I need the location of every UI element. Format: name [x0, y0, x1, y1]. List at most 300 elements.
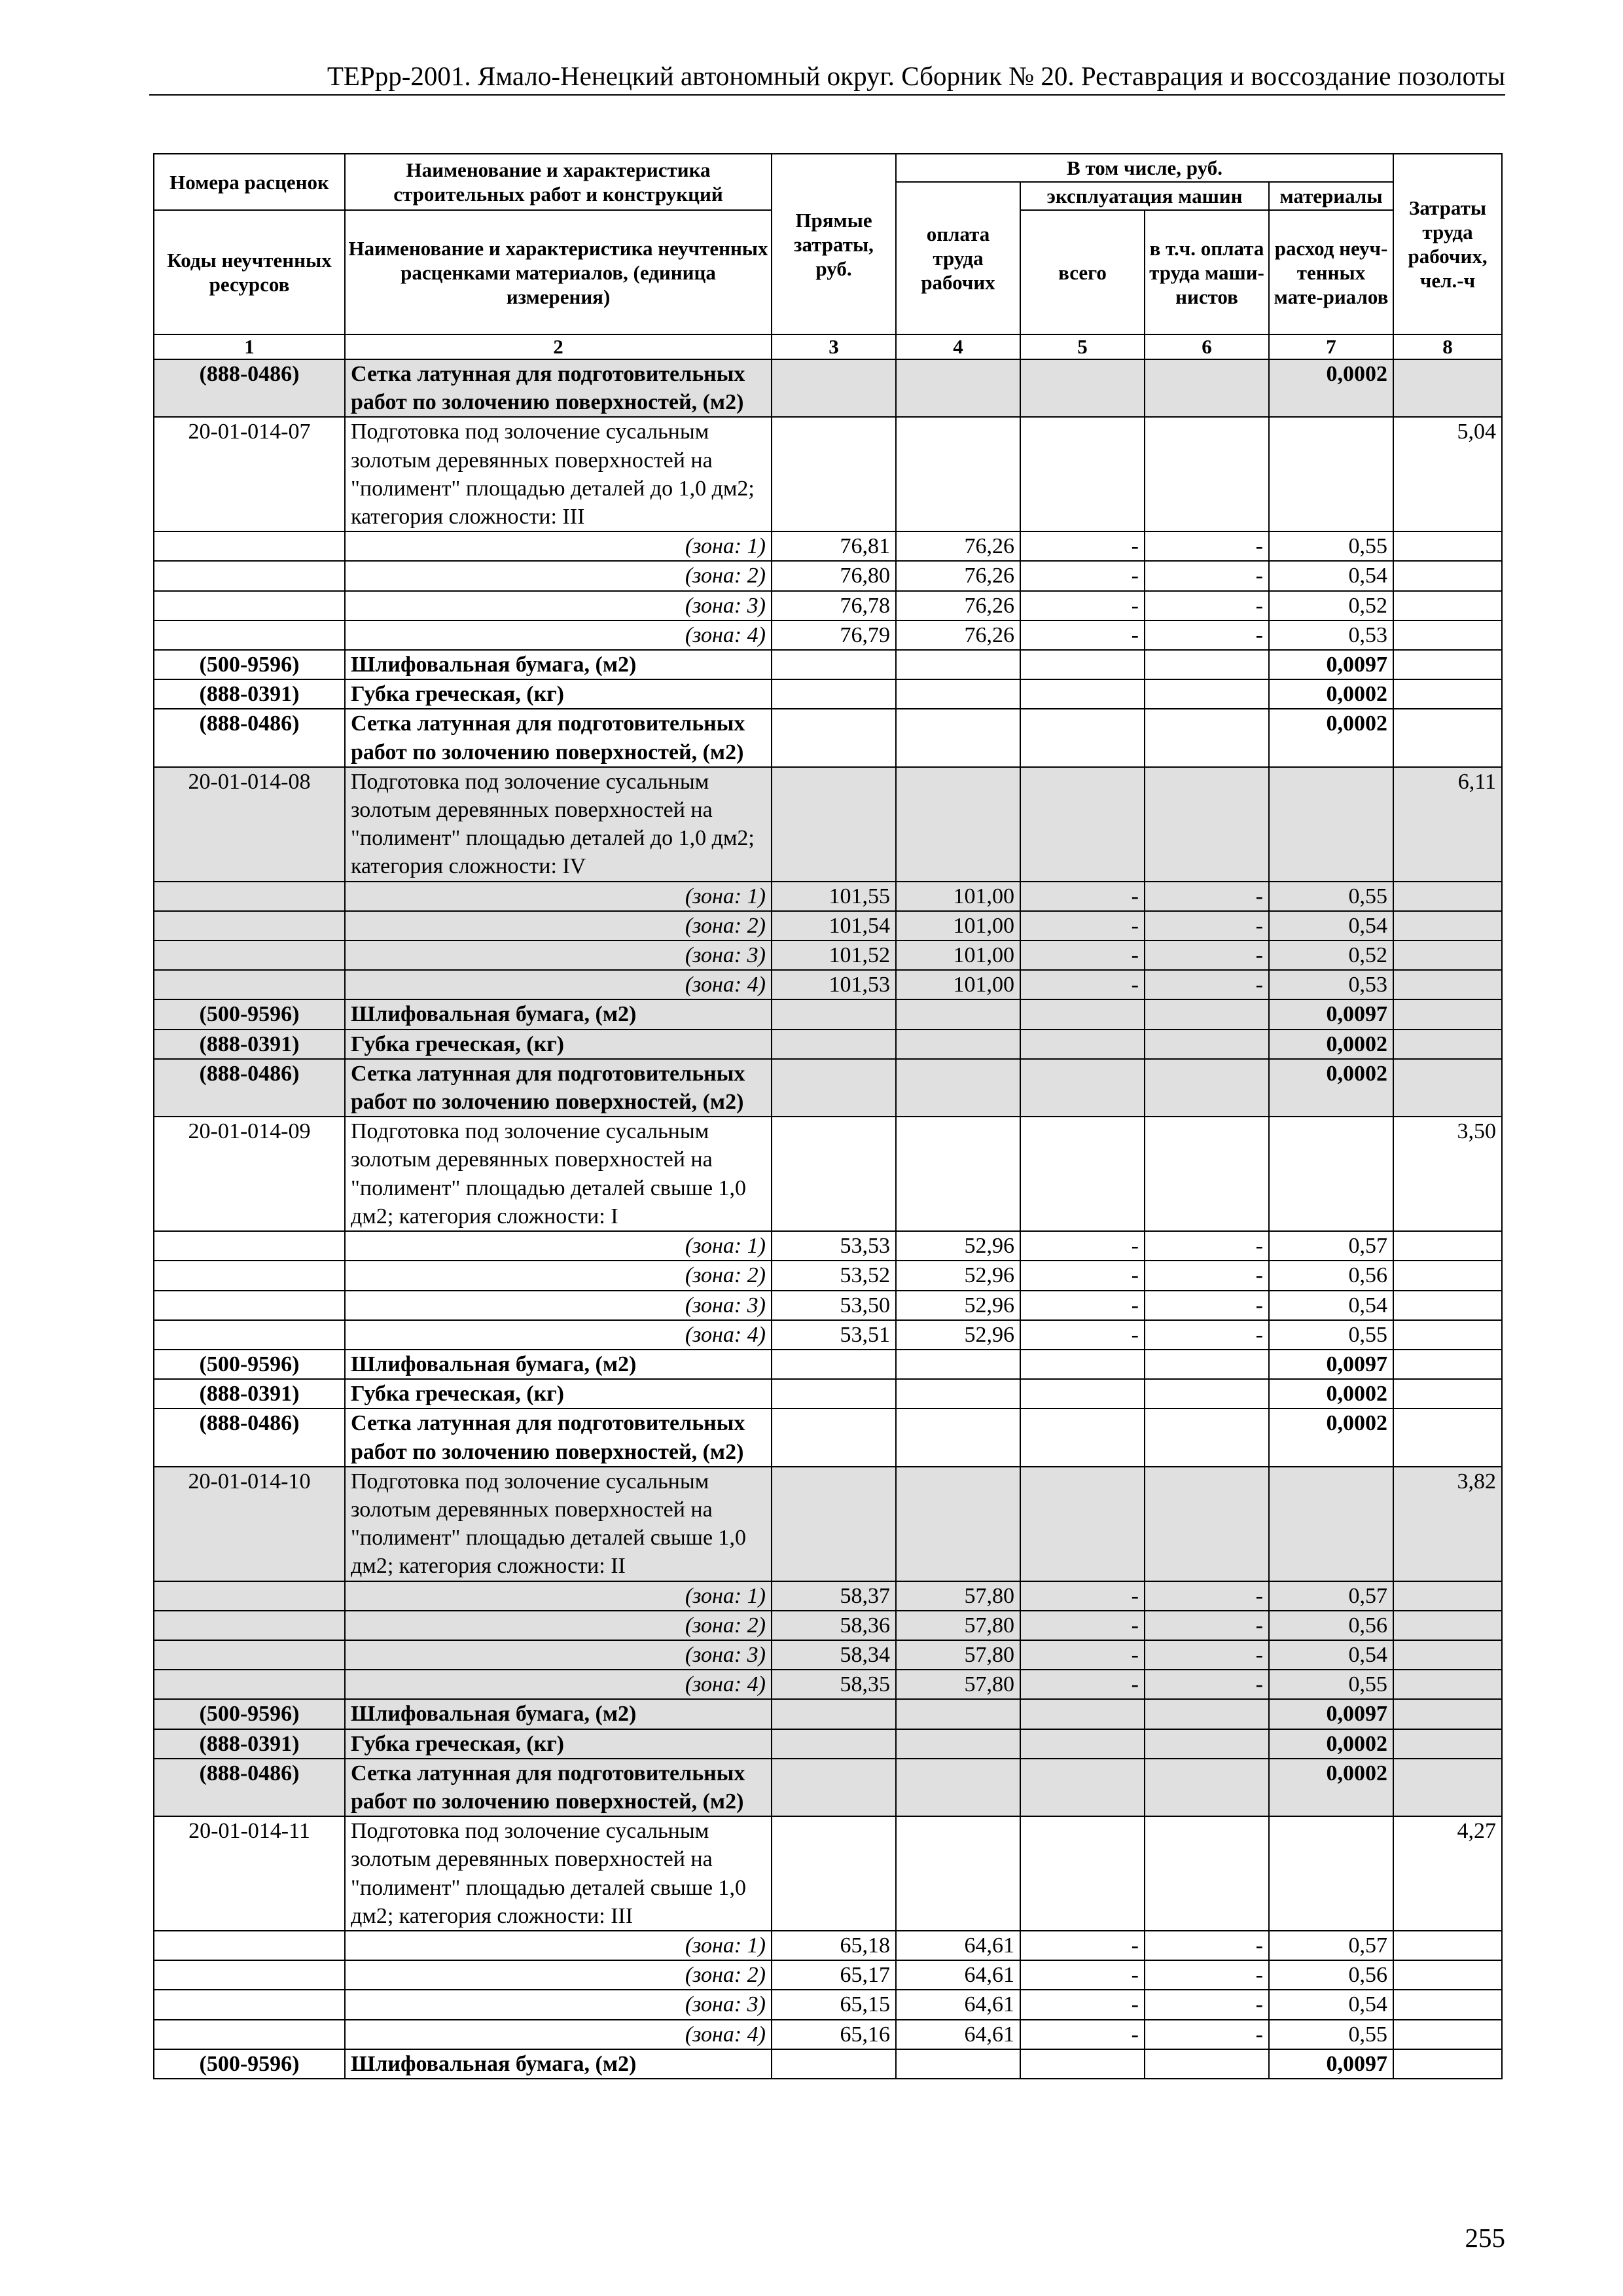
name-cell: (зона: 1) — [345, 1231, 772, 1261]
labor-pay-cell — [896, 417, 1020, 531]
table-row — [154, 1670, 1502, 1699]
machines-total-cell: - — [1020, 620, 1145, 650]
direct-cost-cell — [772, 1816, 896, 1931]
machinist-pay-cell — [1145, 679, 1269, 709]
direct-cost-cell — [772, 650, 896, 679]
table-row — [154, 1350, 1502, 1379]
machinist-pay-cell — [1145, 709, 1269, 766]
labor-pay-cell — [896, 1030, 1020, 1059]
name-cell: (зона: 3) — [345, 1291, 772, 1320]
direct-cost-cell — [772, 1030, 896, 1059]
labor-hours-cell — [1393, 941, 1502, 970]
header-including: В том числе, руб. — [896, 154, 1393, 182]
name-cell: (зона: 4) — [345, 1670, 772, 1699]
name-cell: (зона: 3) — [345, 1990, 772, 2019]
table-row — [154, 1759, 1502, 1816]
material-cell: 0,55 — [1269, 531, 1393, 561]
material-cell: 0,54 — [1269, 911, 1393, 941]
direct-cost-cell — [772, 1059, 896, 1117]
direct-cost-cell: 101,52 — [772, 941, 896, 970]
machinist-pay-cell — [1145, 2049, 1269, 2079]
labor-hours-cell — [1393, 1291, 1502, 1320]
material-cell: 0,0002 — [1269, 1759, 1393, 1816]
machines-total-cell — [1020, 1030, 1145, 1059]
labor-hours-cell — [1393, 531, 1502, 561]
name-cell: (зона: 4) — [345, 2020, 772, 2049]
direct-cost-cell: 53,53 — [772, 1231, 896, 1261]
labor-hours-cell: 6,11 — [1393, 767, 1502, 882]
table-row — [154, 531, 1502, 561]
machines-total-cell: - — [1020, 1640, 1145, 1670]
machines-total-cell: - — [1020, 882, 1145, 911]
material-cell: 0,56 — [1269, 1960, 1393, 1990]
machinist-pay-cell: - — [1145, 1581, 1269, 1611]
name-cell: Шлифовальная бумага, (м2) — [345, 650, 772, 679]
material-cell: 0,0002 — [1269, 1408, 1393, 1466]
labor-pay-cell: 52,96 — [896, 1231, 1020, 1261]
header-machinist-pay: в т.ч. оплата труда маши-нистов — [1145, 210, 1269, 334]
material-cell: 0,52 — [1269, 941, 1393, 970]
code-cell — [154, 620, 345, 650]
table-row — [154, 417, 1502, 531]
machines-total-cell: - — [1020, 1231, 1145, 1261]
name-cell: Шлифовальная бумага, (м2) — [345, 1699, 772, 1729]
code-cell: 20-01-014-10 — [154, 1467, 345, 1581]
code-cell — [154, 1611, 345, 1640]
material-cell: 0,0002 — [1269, 709, 1393, 766]
labor-pay-cell — [896, 999, 1020, 1029]
labor-hours-cell — [1393, 679, 1502, 709]
labor-hours-cell: 3,82 — [1393, 1467, 1502, 1581]
header-labor-pay: оплата труда рабочих — [896, 182, 1020, 334]
code-cell: 20-01-014-07 — [154, 417, 345, 531]
labor-hours-cell — [1393, 1408, 1502, 1466]
column-number: 6 — [1145, 334, 1269, 359]
name-cell: (зона: 3) — [345, 591, 772, 620]
material-cell: 0,0002 — [1269, 1729, 1393, 1759]
machines-total-cell: - — [1020, 591, 1145, 620]
material-cell: 0,53 — [1269, 970, 1393, 999]
machines-total-cell: - — [1020, 1990, 1145, 2019]
material-cell — [1269, 1467, 1393, 1581]
code-cell: 20-01-014-09 — [154, 1117, 345, 1231]
labor-pay-cell — [896, 1408, 1020, 1466]
machinist-pay-cell: - — [1145, 970, 1269, 999]
direct-cost-cell: 65,17 — [772, 1960, 896, 1990]
labor-hours-cell — [1393, 1990, 1502, 2019]
direct-cost-cell — [772, 1350, 896, 1379]
material-cell: 0,57 — [1269, 1931, 1393, 1960]
labor-pay-cell — [896, 1467, 1020, 1581]
machines-total-cell — [1020, 1816, 1145, 1931]
direct-cost-cell: 101,53 — [772, 970, 896, 999]
code-cell — [154, 1670, 345, 1699]
rates-table — [153, 153, 1503, 2079]
table-row — [154, 1261, 1502, 1290]
machines-total-cell — [1020, 2049, 1145, 2079]
code-cell — [154, 1640, 345, 1670]
machines-total-cell — [1020, 1699, 1145, 1729]
table-row — [154, 1816, 1502, 1931]
labor-hours-cell — [1393, 561, 1502, 590]
labor-hours-cell — [1393, 1611, 1502, 1640]
machinist-pay-cell: - — [1145, 620, 1269, 650]
labor-hours-cell — [1393, 999, 1502, 1029]
machines-total-cell — [1020, 1117, 1145, 1231]
machinist-pay-cell: - — [1145, 1640, 1269, 1670]
code-cell — [154, 882, 345, 911]
machines-total-cell: - — [1020, 1320, 1145, 1350]
table-body — [154, 359, 1502, 2079]
material-cell: 0,0002 — [1269, 1059, 1393, 1117]
header-materials: материалы — [1269, 182, 1393, 210]
table-row — [154, 1699, 1502, 1729]
labor-hours-cell — [1393, 882, 1502, 911]
header-unaccounted-materials: Наименование и характеристика неучтенных расценками материалов, (единица измерения) — [345, 210, 772, 334]
page-header: ТЕРрр-2001. Ямало-Ненецкий автономный округ. Сборник № 20. Реставрация и воссоздание позолоты — [327, 61, 1505, 91]
name-cell: Сетка латунная для подготовительных работ по золочению поверхностей, (м2) — [345, 709, 772, 766]
labor-pay-cell — [896, 1816, 1020, 1931]
labor-hours-cell — [1393, 1581, 1502, 1611]
material-cell: 0,56 — [1269, 1261, 1393, 1290]
direct-cost-cell: 58,37 — [772, 1581, 896, 1611]
column-number: 2 — [345, 334, 772, 359]
table-row — [154, 1030, 1502, 1059]
machinist-pay-cell: - — [1145, 1670, 1269, 1699]
machinist-pay-cell: - — [1145, 882, 1269, 911]
column-number: 4 — [896, 334, 1020, 359]
header-rate-numbers: Номера расценок — [154, 154, 345, 210]
direct-cost-cell — [772, 2049, 896, 2079]
direct-cost-cell: 76,79 — [772, 620, 896, 650]
machines-total-cell — [1020, 679, 1145, 709]
machines-total-cell: - — [1020, 1670, 1145, 1699]
labor-pay-cell: 64,61 — [896, 2020, 1020, 2049]
table-row — [154, 620, 1502, 650]
page-number: 255 — [1465, 2223, 1505, 2253]
direct-cost-cell: 76,80 — [772, 561, 896, 590]
machinist-pay-cell — [1145, 1030, 1269, 1059]
machinist-pay-cell — [1145, 1816, 1269, 1931]
labor-hours-cell — [1393, 1261, 1502, 1290]
header-labor-costs: Затраты труда рабочих, чел.-ч — [1393, 154, 1502, 334]
machines-total-cell — [1020, 417, 1145, 531]
column-number: 5 — [1020, 334, 1145, 359]
column-number-row — [154, 334, 1502, 359]
labor-pay-cell: 57,80 — [896, 1611, 1020, 1640]
direct-cost-cell — [772, 1467, 896, 1581]
material-cell: 0,0097 — [1269, 2049, 1393, 2079]
name-cell: (зона: 1) — [345, 1581, 772, 1611]
name-cell: Сетка латунная для подготовительных работ по золочению поверхностей, (м2) — [345, 1059, 772, 1117]
name-cell: (зона: 1) — [345, 531, 772, 561]
code-cell: (500-9596) — [154, 2049, 345, 2079]
material-cell: 0,0097 — [1269, 999, 1393, 1029]
code-cell — [154, 1291, 345, 1320]
machines-total-cell — [1020, 1729, 1145, 1759]
labor-hours-cell — [1393, 1759, 1502, 1816]
code-cell — [154, 1261, 345, 1290]
table-row — [154, 1320, 1502, 1350]
labor-pay-cell — [896, 1059, 1020, 1117]
code-cell: (500-9596) — [154, 1699, 345, 1729]
table-row — [154, 2049, 1502, 2079]
direct-cost-cell — [772, 1379, 896, 1408]
name-cell: Шлифовальная бумага, (м2) — [345, 2049, 772, 2079]
labor-hours-cell — [1393, 911, 1502, 941]
header-divider — [149, 94, 1505, 96]
labor-hours-cell — [1393, 1670, 1502, 1699]
name-cell: Подготовка под золочение сусальным золотым деревянных поверхностей на "полимент" площадью деталей до 1,0 дм2; категория сложности: III — [345, 417, 772, 531]
table-row — [154, 1611, 1502, 1640]
labor-pay-cell — [896, 1379, 1020, 1408]
name-cell: Губка греческая, (кг) — [345, 1729, 772, 1759]
labor-pay-cell: 64,61 — [896, 1960, 1020, 1990]
labor-pay-cell: 52,96 — [896, 1320, 1020, 1350]
material-cell — [1269, 1816, 1393, 1931]
labor-hours-cell — [1393, 650, 1502, 679]
name-cell: (зона: 2) — [345, 561, 772, 590]
direct-cost-cell — [772, 417, 896, 531]
labor-hours-cell — [1393, 2020, 1502, 2049]
machinist-pay-cell — [1145, 650, 1269, 679]
machines-total-cell: - — [1020, 561, 1145, 590]
direct-cost-cell: 101,54 — [772, 911, 896, 941]
code-cell — [154, 561, 345, 590]
table-row — [154, 970, 1502, 999]
header-machine-operation: эксплуатация машин — [1020, 182, 1269, 210]
name-cell: Сетка латунная для подготовительных работ по золочению поверхностей, (м2) — [345, 359, 772, 417]
table-row — [154, 1117, 1502, 1231]
name-cell: (зона: 2) — [345, 1261, 772, 1290]
machines-total-cell: - — [1020, 970, 1145, 999]
labor-hours-cell — [1393, 2049, 1502, 2079]
machinist-pay-cell — [1145, 1408, 1269, 1466]
machines-total-cell — [1020, 1059, 1145, 1117]
name-cell: (зона: 1) — [345, 1931, 772, 1960]
direct-cost-cell: 76,81 — [772, 531, 896, 561]
labor-pay-cell — [896, 1117, 1020, 1231]
name-cell: Губка греческая, (кг) — [345, 1030, 772, 1059]
labor-pay-cell — [896, 1759, 1020, 1816]
labor-hours-cell — [1393, 620, 1502, 650]
name-cell: Шлифовальная бумага, (м2) — [345, 1350, 772, 1379]
header-work-name: Наименование и характеристика строительных работ и конструкций — [345, 154, 772, 210]
machinist-pay-cell: - — [1145, 1261, 1269, 1290]
labor-hours-cell — [1393, 1729, 1502, 1759]
code-cell: (888-0486) — [154, 359, 345, 417]
name-cell: (зона: 3) — [345, 1640, 772, 1670]
name-cell: (зона: 2) — [345, 911, 772, 941]
machinist-pay-cell — [1145, 359, 1269, 417]
name-cell: (зона: 4) — [345, 970, 772, 999]
labor-pay-cell — [896, 709, 1020, 766]
material-cell: 0,0097 — [1269, 1350, 1393, 1379]
code-cell — [154, 1960, 345, 1990]
machinist-pay-cell: - — [1145, 1990, 1269, 2019]
labor-pay-cell — [896, 767, 1020, 882]
table-header — [154, 154, 1502, 359]
labor-hours-cell — [1393, 1379, 1502, 1408]
labor-hours-cell — [1393, 1960, 1502, 1990]
machines-total-cell — [1020, 1759, 1145, 1816]
labor-pay-cell: 76,26 — [896, 561, 1020, 590]
direct-cost-cell: 76,78 — [772, 591, 896, 620]
header-material-consumption: расход неуч-тенных мате-риалов — [1269, 210, 1393, 334]
labor-pay-cell: 101,00 — [896, 911, 1020, 941]
table-row — [154, 679, 1502, 709]
labor-pay-cell: 101,00 — [896, 941, 1020, 970]
labor-pay-cell: 64,61 — [896, 1931, 1020, 1960]
labor-hours-cell — [1393, 970, 1502, 999]
column-number: 7 — [1269, 334, 1393, 359]
name-cell: Сетка латунная для подготовительных работ по золочению поверхностей, (м2) — [345, 1759, 772, 1816]
table-row — [154, 1990, 1502, 2019]
labor-pay-cell: 57,80 — [896, 1581, 1020, 1611]
labor-hours-cell — [1393, 1231, 1502, 1261]
labor-pay-cell — [896, 1699, 1020, 1729]
direct-cost-cell — [772, 1117, 896, 1231]
machines-total-cell — [1020, 1467, 1145, 1581]
material-cell: 0,0002 — [1269, 1379, 1393, 1408]
material-cell: 0,55 — [1269, 1670, 1393, 1699]
name-cell: (зона: 1) — [345, 882, 772, 911]
labor-pay-cell — [896, 679, 1020, 709]
table-row — [154, 1729, 1502, 1759]
name-cell: Подготовка под золочение сусальным золотым деревянных поверхностей на "полимент" площадью деталей до 1,0 дм2; категория сложности: IV — [345, 767, 772, 882]
material-cell: 0,55 — [1269, 1320, 1393, 1350]
material-cell — [1269, 1117, 1393, 1231]
labor-pay-cell: 57,80 — [896, 1640, 1020, 1670]
material-cell: 0,0097 — [1269, 650, 1393, 679]
table-row — [154, 882, 1502, 911]
labor-hours-cell: 5,04 — [1393, 417, 1502, 531]
machinist-pay-cell: - — [1145, 2020, 1269, 2049]
name-cell: Подготовка под золочение сусальным золотым деревянных поверхностей на "полимент" площадью деталей свыше 1,0 дм2; категория сложности: I — [345, 1117, 772, 1231]
code-cell — [154, 941, 345, 970]
name-cell: Губка греческая, (кг) — [345, 679, 772, 709]
material-cell: 0,56 — [1269, 1611, 1393, 1640]
labor-pay-cell: 64,61 — [896, 1990, 1020, 2019]
direct-cost-cell — [772, 359, 896, 417]
table-row — [154, 1291, 1502, 1320]
machinist-pay-cell: - — [1145, 1320, 1269, 1350]
labor-hours-cell — [1393, 1931, 1502, 1960]
table-row — [154, 1467, 1502, 1581]
labor-hours-cell — [1393, 1350, 1502, 1379]
direct-cost-cell: 58,34 — [772, 1640, 896, 1670]
machines-total-cell — [1020, 359, 1145, 417]
table-row — [154, 1960, 1502, 1990]
direct-cost-cell: 65,18 — [772, 1931, 896, 1960]
machinist-pay-cell — [1145, 1699, 1269, 1729]
table-row — [154, 591, 1502, 620]
name-cell: (зона: 2) — [345, 1960, 772, 1990]
machines-total-cell: - — [1020, 941, 1145, 970]
machines-total-cell — [1020, 1379, 1145, 1408]
code-cell — [154, 531, 345, 561]
header-resource-codes: Коды неучтенных ресурсов — [154, 210, 345, 334]
table-row — [154, 650, 1502, 679]
column-number: 8 — [1393, 334, 1502, 359]
machinist-pay-cell — [1145, 417, 1269, 531]
machines-total-cell: - — [1020, 1581, 1145, 1611]
labor-pay-cell: 101,00 — [896, 970, 1020, 999]
material-cell — [1269, 767, 1393, 882]
code-cell: (888-0391) — [154, 679, 345, 709]
machines-total-cell: - — [1020, 911, 1145, 941]
machinist-pay-cell — [1145, 1759, 1269, 1816]
table-row — [154, 359, 1502, 417]
machines-total-cell: - — [1020, 1611, 1145, 1640]
code-cell — [154, 2020, 345, 2049]
machines-total-cell — [1020, 767, 1145, 882]
code-cell: (500-9596) — [154, 650, 345, 679]
code-cell — [154, 911, 345, 941]
table-row — [154, 1059, 1502, 1117]
direct-cost-cell — [772, 767, 896, 882]
labor-hours-cell: 4,27 — [1393, 1816, 1502, 1931]
machinist-pay-cell — [1145, 1379, 1269, 1408]
machinist-pay-cell: - — [1145, 911, 1269, 941]
machinist-pay-cell — [1145, 767, 1269, 882]
labor-hours-cell — [1393, 1640, 1502, 1670]
direct-cost-cell — [772, 1408, 896, 1466]
direct-cost-cell — [772, 679, 896, 709]
material-cell: 0,57 — [1269, 1581, 1393, 1611]
header-machines-total: всего — [1020, 210, 1145, 334]
labor-pay-cell: 101,00 — [896, 882, 1020, 911]
machinist-pay-cell — [1145, 1467, 1269, 1581]
code-cell — [154, 970, 345, 999]
direct-cost-cell: 53,52 — [772, 1261, 896, 1290]
table-row — [154, 911, 1502, 941]
direct-cost-cell: 65,16 — [772, 2020, 896, 2049]
machinist-pay-cell: - — [1145, 561, 1269, 590]
table-row — [154, 767, 1502, 882]
table-row — [154, 999, 1502, 1029]
labor-hours-cell — [1393, 709, 1502, 766]
code-cell: (888-0391) — [154, 1729, 345, 1759]
labor-hours-cell: 3,50 — [1393, 1117, 1502, 1231]
name-cell: (зона: 3) — [345, 941, 772, 970]
labor-pay-cell — [896, 359, 1020, 417]
labor-pay-cell — [896, 650, 1020, 679]
name-cell: Подготовка под золочение сусальным золотым деревянных поверхностей на "полимент" площадью деталей свыше 1,0 дм2; категория сложности: III — [345, 1816, 772, 1931]
labor-pay-cell: 76,26 — [896, 591, 1020, 620]
name-cell: (зона: 4) — [345, 620, 772, 650]
code-cell: (888-0391) — [154, 1030, 345, 1059]
column-number: 3 — [772, 334, 896, 359]
code-cell — [154, 591, 345, 620]
labor-hours-cell — [1393, 359, 1502, 417]
machinist-pay-cell: - — [1145, 531, 1269, 561]
machinist-pay-cell: - — [1145, 1931, 1269, 1960]
material-cell: 0,57 — [1269, 1231, 1393, 1261]
machinist-pay-cell — [1145, 999, 1269, 1029]
machinist-pay-cell — [1145, 1117, 1269, 1231]
machines-total-cell — [1020, 999, 1145, 1029]
table-row — [154, 709, 1502, 766]
direct-cost-cell: 58,35 — [772, 1670, 896, 1699]
table-row — [154, 1231, 1502, 1261]
labor-hours-cell — [1393, 1030, 1502, 1059]
labor-pay-cell: 52,96 — [896, 1261, 1020, 1290]
labor-hours-cell — [1393, 1320, 1502, 1350]
machinist-pay-cell: - — [1145, 1611, 1269, 1640]
machines-total-cell — [1020, 709, 1145, 766]
labor-pay-cell: 57,80 — [896, 1670, 1020, 1699]
